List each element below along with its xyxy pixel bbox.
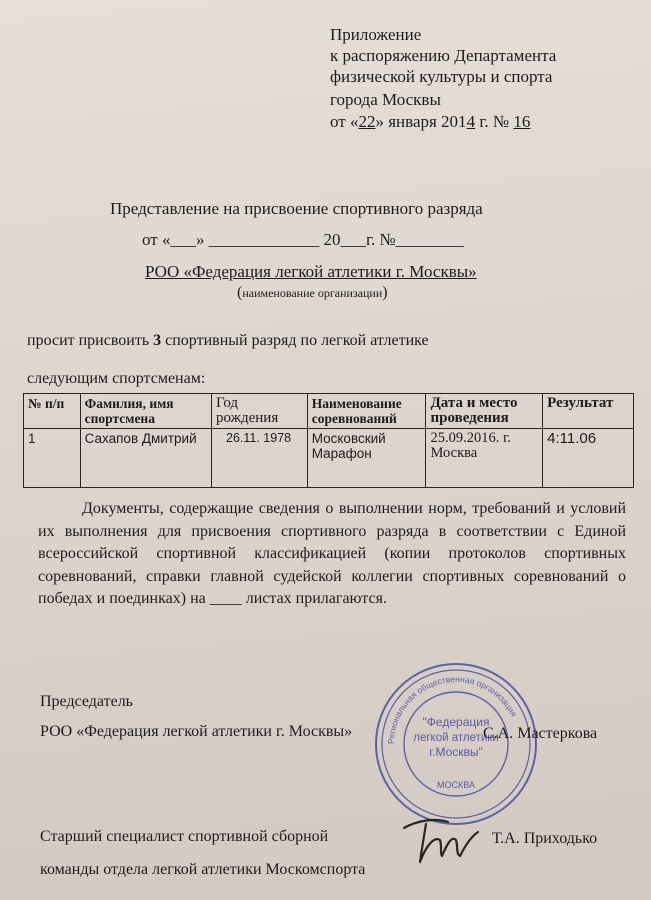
specialist-title-line-1: Старший специалист спортивной сборной [40,828,329,845]
athletes-table [23,393,634,488]
rank-value: 3 [153,332,162,349]
header-year-digit: 4 [466,112,476,131]
header-from-prefix: от « [330,112,359,131]
date-number-line: от «___» _____________ 20___г. №________ [142,230,464,249]
handwritten-signature [396,806,496,868]
col-header-name: Фамилия, имя спортсмена [80,394,211,429]
chair-name: С.А. Мастеркова [483,725,598,742]
header-order-line [330,111,530,133]
col-header-birth: Год рождения [212,394,308,429]
specialist-title-line-2: команды отдела легкой атлетики Москомспорта [40,861,366,878]
col-header-competition: Наименование соревнований [307,394,426,429]
organization-caption: (наименование организации) [237,284,388,301]
cell-date-place: 25.09.2016. г. Москва [426,429,543,488]
chair-title: Председатель [40,693,133,710]
header-line-3: физической культуры и спорта [330,67,553,86]
chair-organization: РОО «Федерация легкой атлетики г. Москвы» [40,723,353,740]
header-line-2: к распоряжению Департамента [330,46,557,65]
cell-result: 4:11.06 [543,429,634,488]
cell-number: 1 [24,429,81,488]
specialist-name: Т.А. Приходько [492,830,598,847]
stamp-center-line-3: г.Москвы" [429,745,483,759]
organization-name: РОО «Федерация легкой атлетики г. Москвы» [145,262,477,281]
stamp-center-line-1: "Федерация [422,715,490,729]
col-header-result: Результат [543,394,634,429]
organization-stamp [372,660,540,828]
request-pre: просит присвоить [27,332,154,349]
document-title: Представление на присвоение спортивного разряда [110,199,483,218]
col-header-date-place: Дата и место проведения [426,394,543,429]
header-line-1: Приложение [330,25,422,44]
stamp-center-line-2: легкой атлетики [413,732,499,744]
header-line-4: города Москвы [330,90,441,109]
header-number-label: г. № [475,112,510,131]
request-line [27,332,429,350]
col-header-number: № п/п [24,394,81,429]
header-number: 16 [513,112,531,131]
cell-birth: 26.11. 1978 [212,429,308,488]
table-row [24,429,634,488]
organization-caption-text: наименование организации [242,286,383,300]
table-header-row [24,394,634,429]
stamp-ring-text: Региональная общественная организация [385,673,520,745]
header-month: » января 201 [375,112,467,131]
header-day: 22 [358,112,376,131]
stamp-city: МОСКВА [437,780,475,790]
documents-paragraph: Документы, содержащие сведения о выполнении норм, требований и условий их выполнения для присвоения спортивного разряда в соответствии с Единой всероссийской спортивной классификацией (копии протоколов спортивных соревнований, справки главной судейской коллегии спортивных соревнований о победах и поединках) на ____ листах прилагаются. [38,500,626,607]
cell-competition: Московский Марафон [307,429,426,488]
cell-name: Сахапов Дмитрий [80,429,211,488]
list-intro: следующим спортсменам: [27,370,206,387]
request-post: спортивный разряд по легкой атлетике [161,332,429,349]
